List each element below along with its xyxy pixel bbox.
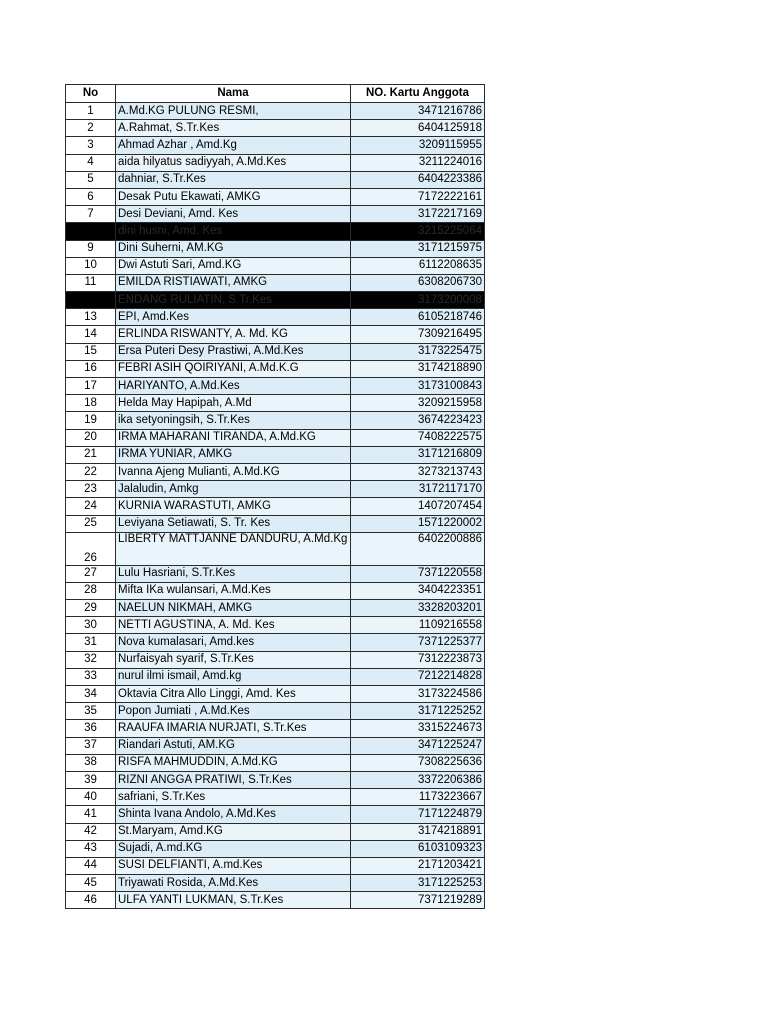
table-row bbox=[66, 703, 485, 720]
table-row bbox=[66, 103, 485, 120]
table-row bbox=[66, 240, 485, 257]
table-row bbox=[66, 429, 485, 446]
row-number-cell: 15 bbox=[66, 343, 116, 360]
member-name-cell: ERLINDA RISWANTY, A. Md. KG bbox=[116, 326, 351, 343]
member-name-cell: A.Rahmat, S.Tr.Kes bbox=[116, 120, 351, 137]
table-row bbox=[66, 840, 485, 857]
member-card-number-cell: 3215225064 bbox=[351, 223, 485, 240]
row-number-cell: 5 bbox=[66, 171, 116, 188]
table-row bbox=[66, 823, 485, 840]
member-card-number-cell: 7371219289 bbox=[351, 892, 485, 909]
row-number-cell: 42 bbox=[66, 823, 116, 840]
row-number-cell: 22 bbox=[66, 463, 116, 480]
member-card-number-cell: 3173200008 bbox=[351, 292, 485, 309]
member-name-cell: safriani, S.Tr.Kes bbox=[116, 789, 351, 806]
table-row bbox=[66, 481, 485, 498]
row-number-cell: 25 bbox=[66, 515, 116, 532]
member-card-number-cell: 7172222161 bbox=[351, 188, 485, 205]
member-card-number-cell: 1571220002 bbox=[351, 515, 485, 532]
row-number-cell bbox=[66, 223, 116, 240]
row-number-cell: 18 bbox=[66, 395, 116, 412]
member-name-cell: St.Maryam, Amd.KG bbox=[116, 823, 351, 840]
member-card-number-cell: 1173223667 bbox=[351, 789, 485, 806]
member-card-number-cell: 6112208635 bbox=[351, 257, 485, 274]
member-card-number-cell: 3174218891 bbox=[351, 823, 485, 840]
member-name-cell: HARIYANTO, A.Md.Kes bbox=[116, 378, 351, 395]
table-row bbox=[66, 668, 485, 685]
member-card-number-cell: 3404223351 bbox=[351, 582, 485, 599]
row-number-cell: 21 bbox=[66, 446, 116, 463]
member-name-cell: LIBERTY MATTJANNE DANDURU, A.Md.Kg bbox=[116, 532, 351, 565]
member-name-cell: RIZNI ANGGA PRATIWI, S.Tr.Kes bbox=[116, 771, 351, 788]
member-name-cell: ika setyoningsih, S.Tr.Kes bbox=[116, 412, 351, 429]
table-row bbox=[66, 274, 485, 291]
header-row bbox=[66, 85, 485, 103]
member-card-number-cell: 3171225253 bbox=[351, 875, 485, 892]
member-card-number-cell: 3171216809 bbox=[351, 446, 485, 463]
member-card-number-cell: 6402200886 bbox=[351, 532, 485, 565]
member-card-number-cell: 2171203421 bbox=[351, 857, 485, 874]
member-name-cell: FEBRI ASIH QOIRIYANI, A.Md.K.G bbox=[116, 360, 351, 377]
row-number-cell: 31 bbox=[66, 634, 116, 651]
table-row bbox=[66, 789, 485, 806]
member-card-number-cell: 3173225475 bbox=[351, 343, 485, 360]
row-number-cell: 43 bbox=[66, 840, 116, 857]
member-card-number-cell: 1109216558 bbox=[351, 617, 485, 634]
row-number-cell: 38 bbox=[66, 754, 116, 771]
row-number-cell: 7 bbox=[66, 206, 116, 223]
row-number-cell: 4 bbox=[66, 154, 116, 171]
header-kartu: NO. Kartu Anggota bbox=[351, 85, 485, 103]
member-name-cell: ULFA YANTI LUKMAN, S.Tr.Kes bbox=[116, 892, 351, 909]
table-row bbox=[66, 875, 485, 892]
member-name-cell: RISFA MAHMUDDIN, A.Md.KG bbox=[116, 754, 351, 771]
table-row bbox=[66, 412, 485, 429]
member-name-cell: Ivanna Ajeng Mulianti, A.Md.KG bbox=[116, 463, 351, 480]
member-card-number-cell: 3171215975 bbox=[351, 240, 485, 257]
member-card-number-cell: 7308225636 bbox=[351, 754, 485, 771]
row-number-cell: 27 bbox=[66, 565, 116, 582]
member-name-cell: NETTI AGUSTINA, A. Md. Kes bbox=[116, 617, 351, 634]
table-row bbox=[66, 857, 485, 874]
member-name-cell: Desi Deviani, Amd. Kes bbox=[116, 206, 351, 223]
table-body bbox=[66, 103, 485, 909]
table-row bbox=[66, 565, 485, 582]
member-card-number-cell: 6404125918 bbox=[351, 120, 485, 137]
table-row bbox=[66, 651, 485, 668]
header-nama: Nama bbox=[116, 85, 351, 103]
table-row bbox=[66, 326, 485, 343]
member-name-cell: Jalaludin, Amkg bbox=[116, 481, 351, 498]
table-row bbox=[66, 257, 485, 274]
member-name-cell: SUSI DELFIANTI, A.md.Kes bbox=[116, 857, 351, 874]
member-card-number-cell: 3471216786 bbox=[351, 103, 485, 120]
table-row bbox=[66, 686, 485, 703]
member-card-number-cell: 3471225247 bbox=[351, 737, 485, 754]
member-card-number-cell: 1407207454 bbox=[351, 498, 485, 515]
table-row bbox=[66, 600, 485, 617]
row-number-cell: 3 bbox=[66, 137, 116, 154]
member-name-cell: Oktavia Citra Allo Linggi, Amd. Kes bbox=[116, 686, 351, 703]
row-number-cell: 11 bbox=[66, 274, 116, 291]
member-name-cell: Nova kumalasari, Amd.kes bbox=[116, 634, 351, 651]
row-number-cell: 33 bbox=[66, 668, 116, 685]
row-number-cell: 17 bbox=[66, 378, 116, 395]
row-number-cell: 20 bbox=[66, 429, 116, 446]
member-name-cell: Ersa Puteri Desy Prastiwi, A.Md.Kes bbox=[116, 343, 351, 360]
member-name-cell: Lulu Hasriani, S.Tr.Kes bbox=[116, 565, 351, 582]
table-row bbox=[66, 737, 485, 754]
table-row bbox=[66, 463, 485, 480]
member-card-number-cell: 7309216495 bbox=[351, 326, 485, 343]
member-name-cell: Nurfaisyah syarif, S.Tr.Kes bbox=[116, 651, 351, 668]
member-name-cell: nurul ilmi ismail, Amd.kg bbox=[116, 668, 351, 685]
row-number-cell: 28 bbox=[66, 582, 116, 599]
member-card-number-cell: 3328203201 bbox=[351, 600, 485, 617]
table-row bbox=[66, 188, 485, 205]
member-name-cell: Leviyana Setiawati, S. Tr. Kes bbox=[116, 515, 351, 532]
row-number-cell: 9 bbox=[66, 240, 116, 257]
table-row bbox=[66, 360, 485, 377]
table-row bbox=[66, 120, 485, 137]
member-name-cell: EPI, Amd.Kes bbox=[116, 309, 351, 326]
table-row bbox=[66, 582, 485, 599]
member-name-cell: Riandari Astuti, AM.KG bbox=[116, 737, 351, 754]
member-name-cell: Dini Suherni, AM.KG bbox=[116, 240, 351, 257]
row-number-cell: 23 bbox=[66, 481, 116, 498]
table-row bbox=[66, 515, 485, 532]
member-card-number-cell: 7312223873 bbox=[351, 651, 485, 668]
row-number-cell: 19 bbox=[66, 412, 116, 429]
member-name-cell: Shinta Ivana Andolo, A.Md.Kes bbox=[116, 806, 351, 823]
table-row bbox=[66, 154, 485, 171]
member-card-number-cell: 3674223423 bbox=[351, 412, 485, 429]
table-row bbox=[66, 309, 485, 326]
member-name-cell: NAELUN NIKMAH, AMKG bbox=[116, 600, 351, 617]
member-name-cell: dahniar, S.Tr.Kes bbox=[116, 171, 351, 188]
member-card-number-cell: 7408222575 bbox=[351, 429, 485, 446]
row-number-cell: 34 bbox=[66, 686, 116, 703]
table-row bbox=[66, 171, 485, 188]
row-number-cell: 29 bbox=[66, 600, 116, 617]
row-number-cell: 39 bbox=[66, 771, 116, 788]
member-name-cell: Helda May Hapipah, A.Md bbox=[116, 395, 351, 412]
member-name-cell: aida hilyatus sadiyyah, A.Md.Kes bbox=[116, 154, 351, 171]
table-row bbox=[66, 446, 485, 463]
member-table bbox=[65, 84, 485, 909]
row-number-cell: 24 bbox=[66, 498, 116, 515]
member-card-number-cell: 6105218746 bbox=[351, 309, 485, 326]
table-row bbox=[66, 206, 485, 223]
member-name-cell: IRMA YUNIAR, AMKG bbox=[116, 446, 351, 463]
table-row bbox=[66, 771, 485, 788]
member-name-cell: KURNIA WARASTUTI, AMKG bbox=[116, 498, 351, 515]
row-number-cell: 30 bbox=[66, 617, 116, 634]
table-row bbox=[66, 137, 485, 154]
table-row bbox=[66, 532, 485, 565]
member-card-number-cell: 3174218890 bbox=[351, 360, 485, 377]
row-number-cell: 6 bbox=[66, 188, 116, 205]
member-card-number-cell: 3273213743 bbox=[351, 463, 485, 480]
member-name-cell: ENDANG RULIATIN, S.Tr.Kes bbox=[116, 292, 351, 309]
row-number-cell: 26 bbox=[66, 532, 116, 565]
member-table-sheet bbox=[65, 84, 485, 909]
member-card-number-cell: 7171224879 bbox=[351, 806, 485, 823]
table-row bbox=[66, 498, 485, 515]
row-number-cell: 37 bbox=[66, 737, 116, 754]
table-row bbox=[66, 343, 485, 360]
member-card-number-cell: 3173224586 bbox=[351, 686, 485, 703]
member-card-number-cell: 3372206386 bbox=[351, 771, 485, 788]
member-name-cell: Popon Jumiati , A.Md.Kes bbox=[116, 703, 351, 720]
table-row bbox=[66, 720, 485, 737]
member-card-number-cell: 3171225252 bbox=[351, 703, 485, 720]
row-number-cell: 10 bbox=[66, 257, 116, 274]
member-name-cell: RAAUFA IMARIA NURJATI, S.Tr.Kes bbox=[116, 720, 351, 737]
member-card-number-cell: 7212214828 bbox=[351, 668, 485, 685]
row-number-cell: 45 bbox=[66, 875, 116, 892]
row-number-cell: 1 bbox=[66, 103, 116, 120]
member-card-number-cell: 3172117170 bbox=[351, 481, 485, 498]
row-number-cell: 2 bbox=[66, 120, 116, 137]
table-row bbox=[66, 754, 485, 771]
member-card-number-cell: 3209215958 bbox=[351, 395, 485, 412]
row-number-cell: 46 bbox=[66, 892, 116, 909]
row-number-cell bbox=[66, 292, 116, 309]
row-number-cell: 36 bbox=[66, 720, 116, 737]
row-number-cell: 35 bbox=[66, 703, 116, 720]
table-row bbox=[66, 634, 485, 651]
member-name-cell: A.Md.KG PULUNG RESMI, bbox=[116, 103, 351, 120]
member-card-number-cell: 6308206730 bbox=[351, 274, 485, 291]
table-row bbox=[66, 292, 485, 309]
member-card-number-cell: 6404223386 bbox=[351, 171, 485, 188]
row-number-cell: 41 bbox=[66, 806, 116, 823]
member-name-cell: Ahmad Azhar , Amd.Kg bbox=[116, 137, 351, 154]
row-number-cell: 44 bbox=[66, 857, 116, 874]
table-row bbox=[66, 892, 485, 909]
member-card-number-cell: 3172217169 bbox=[351, 206, 485, 223]
member-card-number-cell: 7371220558 bbox=[351, 565, 485, 582]
header-no: No bbox=[66, 85, 116, 103]
table-row bbox=[66, 806, 485, 823]
table-row bbox=[66, 378, 485, 395]
member-card-number-cell: 6103109323 bbox=[351, 840, 485, 857]
member-name-cell: Dwi Astuti Sari, Amd.KG bbox=[116, 257, 351, 274]
row-number-cell: 32 bbox=[66, 651, 116, 668]
member-card-number-cell: 3315224673 bbox=[351, 720, 485, 737]
table-row bbox=[66, 223, 485, 240]
member-card-number-cell: 3173100843 bbox=[351, 378, 485, 395]
member-card-number-cell: 3209115955 bbox=[351, 137, 485, 154]
member-name-cell: IRMA MAHARANI TIRANDA, A.Md.KG bbox=[116, 429, 351, 446]
member-card-number-cell: 7371225377 bbox=[351, 634, 485, 651]
member-card-number-cell: 3211224016 bbox=[351, 154, 485, 171]
table-row bbox=[66, 395, 485, 412]
table-row bbox=[66, 617, 485, 634]
member-name-cell: Desak Putu Ekawati, AMKG bbox=[116, 188, 351, 205]
member-name-cell: Triyawati Rosida, A.Md.Kes bbox=[116, 875, 351, 892]
member-name-cell: Mifta IKa wulansari, A.Md.Kes bbox=[116, 582, 351, 599]
member-name-cell: EMILDA RISTIAWATI, AMKG bbox=[116, 274, 351, 291]
row-number-cell: 16 bbox=[66, 360, 116, 377]
member-name-cell: dini husni, Amd. Kes bbox=[116, 223, 351, 240]
row-number-cell: 40 bbox=[66, 789, 116, 806]
member-name-cell: Sujadi, A.md.KG bbox=[116, 840, 351, 857]
row-number-cell: 14 bbox=[66, 326, 116, 343]
row-number-cell: 13 bbox=[66, 309, 116, 326]
